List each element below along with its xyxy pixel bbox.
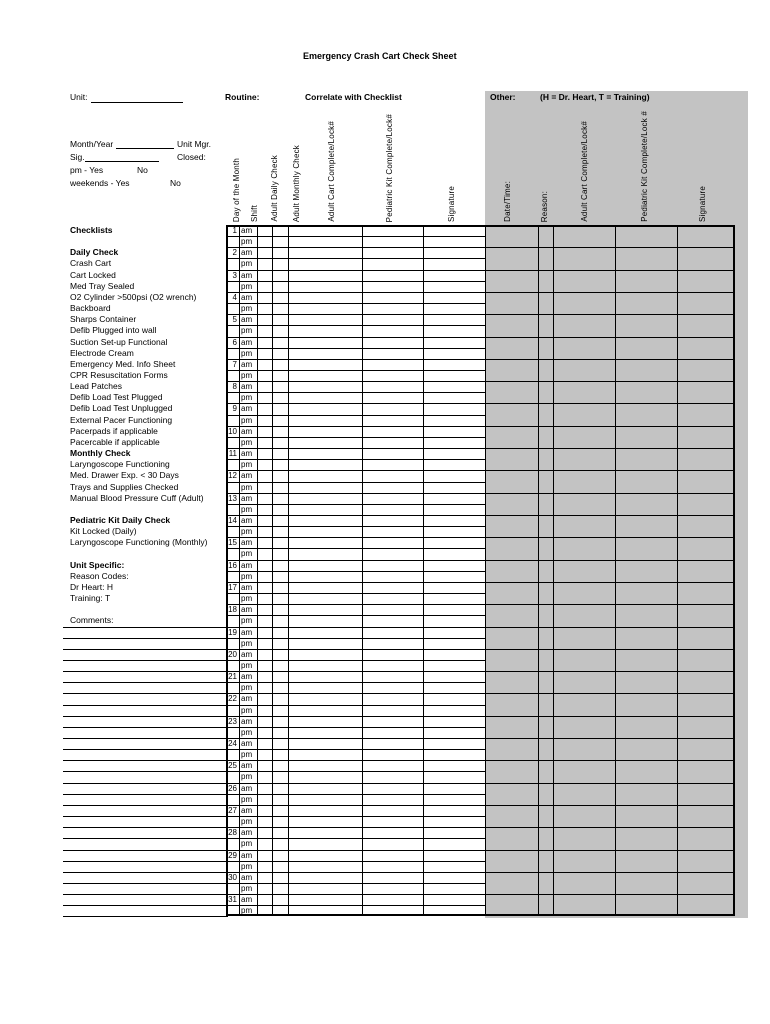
grid-line [226,727,485,728]
column-header-day-of-the-month: Day of the Month [232,157,241,222]
grid-line [226,783,485,784]
grid-line [226,526,485,527]
shift-cell: am [241,337,253,347]
grid-line [485,649,735,650]
column-header-adult-monthly-check: Adult Monthly Check [292,144,301,222]
grid-line [226,883,485,884]
checklist-item-backboard: Backboard [70,303,111,314]
shift-cell: am [241,582,253,592]
day-cell: 15 [228,538,237,548]
grid-line [423,225,424,916]
grid-line [226,671,485,672]
grid-line [226,560,485,561]
checklist-item-crash-cart: Crash Cart [70,258,112,269]
grid-line [485,314,735,315]
day-cell: 5 [232,315,237,325]
checklist-item-lead-patches: Lead Patches [70,381,122,392]
unit-label: Unit: [70,92,88,102]
shift-cell: am [241,315,253,325]
shift-cell: pm [241,549,253,559]
other-column-header-pediatric-kit-complete-lock: Pediatric Kit Complete/Lock # [640,111,649,222]
shift-cell: am [241,694,253,704]
grid-line [226,914,735,916]
checklist-item-daily-check: Daily Check [70,247,119,258]
shift-cell: am [241,783,253,793]
grid-line [485,627,735,628]
day-cell: 25 [228,761,237,771]
checklist-item-pacerpads-if-applicable: Pacerpads if applicable [70,425,158,436]
grid-line [226,794,485,795]
checklist-item-trays-and-supplies-checked: Trays and Supplies Checked [70,481,179,492]
shift-cell: pm [241,638,253,648]
grid-line [226,258,485,259]
grid-line [485,292,735,293]
checklist [70,225,230,925]
other-column-header-date-time: Date/Time: [503,181,512,222]
day-cell: 7 [232,359,237,369]
unit-mgr-label: Unit Mgr. [177,139,212,149]
grid-line [272,225,273,916]
weekends-no-label: No [170,178,181,188]
grid-line [485,738,735,739]
day-cell: 2 [232,248,237,258]
column-header-shift: Shift [250,204,259,222]
shift-cell: am [241,672,253,682]
grid-line [485,359,735,360]
grid-line [226,504,485,505]
page-title: Emergency Crash Cart Check Sheet [303,51,457,61]
grid-line [226,682,485,683]
checklist-item-reason-codes: Reason Codes: [70,570,129,581]
shift-cell: pm [241,393,253,403]
routine-label: Routine: [225,92,260,102]
shift-cell: am [241,538,253,548]
pm-no-label: No [137,165,148,175]
grid-line [485,827,735,828]
checklist-item-med-tray-sealed: Med Tray Sealed [70,280,135,291]
column-headers [0,96,770,222]
grid-line [485,693,735,694]
grid-line [239,225,240,916]
grid-line [226,816,485,817]
shift-cell: am [241,471,253,481]
shift-cell: am [241,716,253,726]
shift-cell: am [241,627,253,637]
shift-cell: pm [241,817,253,827]
shift-cell: am [241,449,253,459]
day-cell: 31 [228,895,237,905]
grid-line [677,225,678,916]
grid-line [485,850,735,851]
day-cell: 8 [232,382,237,392]
grid-line [226,850,485,851]
shift-cell: am [241,248,253,258]
grid-line [226,582,485,583]
grid-line [226,493,485,494]
grid-line [226,905,485,906]
other-label: Other: [490,92,516,102]
grid-line [485,493,735,494]
grid-line [485,403,735,404]
checklist-item-laryngoscope-functioning-monthly: Laryngoscope Functioning (Monthly) [70,537,208,548]
checklist-item-electrode-cream: Electrode Cream [70,347,134,358]
grid-line [257,225,258,916]
checklist-item-emergency-med-info-sheet: Emergency Med. Info Sheet [70,358,176,369]
day-cell: 28 [228,828,237,838]
shift-cell: pm [241,348,253,358]
grid-line [226,872,485,873]
checklist-item-laryngoscope-functioning: Laryngoscope Functioning [70,459,170,470]
shift-cell: pm [241,571,253,581]
grid-line [226,292,485,293]
checklist-item-training-t: Training: T [70,593,111,604]
shift-cell: am [241,560,253,570]
grid-line [226,716,485,717]
shift-cell: am [241,426,253,436]
shift-cell: am [241,649,253,659]
grid-line [226,225,735,227]
shift-cell: pm [241,594,253,604]
shift-cell: am [241,226,253,235]
day-cell: 26 [228,783,237,793]
day-cell: 19 [228,627,237,637]
grid-line [226,370,485,371]
grid-line [226,348,485,349]
column-header-adult-cart-complete-lock: Adult Cart Complete/Lock# [327,121,336,222]
grid-line [485,894,735,895]
grid-line [288,225,289,916]
correlate-label: Correlate with Checklist [305,92,402,102]
grid-line [226,838,485,839]
checklist-item-med-drawer-exp-30-days: Med. Drawer Exp. < 30 Days [70,470,179,481]
shift-cell: am [241,805,253,815]
shift-cell: am [241,270,253,280]
grid-line [226,604,485,605]
sig-label: Sig. [70,152,85,162]
shift-cell: pm [241,304,253,314]
grid-line [226,827,485,828]
grid-line [226,693,485,694]
column-header-adult-daily-check: Adult Daily Check [270,155,279,222]
grid-line [226,638,485,639]
grid-line [226,314,485,315]
day-cell: 3 [232,270,237,280]
shift-cell: pm [241,259,253,269]
column-header-pediatric-kit-complete-lock: Pediatric Kit Complete/Lock# [385,113,394,222]
grid-line [485,783,735,784]
grid-line [226,470,485,471]
grid-line [485,381,735,382]
month-year-label: Month/Year [70,139,114,149]
grid-line [485,426,735,427]
checklist-item-kit-locked-daily: Kit Locked (Daily) [70,526,137,537]
shift-cell: pm [241,772,253,782]
shift-cell: am [241,761,253,771]
day-cell: 17 [228,582,237,592]
day-cell: 27 [228,805,237,815]
checklist-item-defib-load-test-unplugged: Defib Load Test Unplugged [70,403,173,414]
shift-cell: pm [241,326,253,336]
grid-line [485,760,735,761]
shift-cell: pm [241,884,253,894]
day-cell: 14 [228,515,237,525]
grid-line [485,582,735,583]
shift-cell: pm [241,504,253,514]
shift-cell: pm [241,415,253,425]
shift-cell: am [241,404,253,414]
weekends-yes-label: weekends - Yes [70,178,130,188]
grid-line [226,325,485,326]
grid-line [226,771,485,772]
grid-line [226,705,485,706]
shift-cell: pm [241,616,253,626]
grid-line [226,415,485,416]
grid-line [226,426,485,427]
checklist-item-cart-locked: Cart Locked [70,269,116,280]
day-cell: 24 [228,739,237,749]
grid-line [226,660,485,661]
shift-cell: am [241,872,253,882]
shift-cell: pm [241,460,253,470]
grid-line [226,593,485,594]
grid-line [226,738,485,739]
day-cell: 16 [228,560,237,570]
grid-line [615,225,616,916]
day-cell: 13 [228,493,237,503]
grid-line [226,437,485,438]
checklist-item-suction-set-up-functional: Suction Set-up Functional [70,336,168,347]
grid-line [226,571,485,572]
day-cell: 12 [228,471,237,481]
shift-cell: pm [241,906,253,916]
grid-line [226,270,485,271]
check-table [226,225,737,919]
day-cell: 22 [228,694,237,704]
day-cell: 23 [228,716,237,726]
grid-line [226,749,485,750]
grid-line [485,470,735,471]
grid-line [553,225,554,916]
checklist-item-manual-blood-pressure-cuff-adult: Manual Blood Pressure Cuff (Adult) [70,492,204,503]
closed-label: Closed: [177,152,206,162]
grid-line [226,537,485,538]
grid-line [226,247,485,248]
shift-cell: pm [241,281,253,291]
grid-line [485,337,735,338]
checklist-item-pediatric-kit-daily-check: Pediatric Kit Daily Check [70,514,171,525]
shift-cell: am [241,382,253,392]
column-header-signature: Signature [447,185,456,222]
grid-line [226,649,485,650]
grid-line [226,760,485,761]
grid-line [485,537,735,538]
grid-line [226,403,485,404]
grid-line [226,861,485,862]
shift-cell: pm [241,437,253,447]
day-cell: 29 [228,850,237,860]
day-cell: 21 [228,672,237,682]
grid-line [485,515,735,516]
checklist-item-unit-specific: Unit Specific: [70,559,125,570]
checklist-item-checklists: Checklists [70,225,113,235]
checklist-item-defib-plugged-into-wall: Defib Plugged into wall [70,325,157,336]
grid-line [733,225,735,916]
grid-line [362,225,363,916]
grid-line [226,392,485,393]
shift-cell: pm [241,794,253,804]
shift-cell: pm [241,370,253,380]
shift-cell: am [241,493,253,503]
shift-cell: pm [241,482,253,492]
checklist-item-external-pacer-functioning: External Pacer Functioning [70,414,173,425]
other-legend: (H = Dr. Heart, T = Training) [540,92,650,102]
shift-cell: am [241,359,253,369]
grid-line [485,247,735,248]
shift-cell: am [241,605,253,615]
grid-line [226,805,485,806]
grid-line [226,337,485,338]
grid-line [226,448,485,449]
day-cell: 11 [228,449,237,459]
day-cell: 1 [232,226,237,235]
grid-line [226,303,485,304]
grid-line [485,225,486,916]
checklist-item-monthly-check: Monthly Check [70,448,131,459]
checklist-item-sharps-container: Sharps Container [70,314,137,325]
grid-line [485,805,735,806]
checklist-item-o2-cylinder-500psi-o2-wrench: O2 Cylinder >500psi (O2 wrench) [70,291,197,302]
shift-cell: am [241,739,253,749]
other-column-header-reason: Reason: [540,190,549,222]
pm-yes-label: pm - Yes [70,165,104,175]
day-cell: 20 [228,649,237,659]
other-column-header-signature: Signature [698,185,707,222]
checklist-item-dr-heart-h: Dr Heart: H [70,581,113,592]
grid-line [226,627,485,628]
shift-cell: am [241,828,253,838]
grid-line [485,604,735,605]
shift-cell: am [241,895,253,905]
grid-line [226,236,485,237]
grid-line [226,615,485,616]
shift-cell: pm [241,750,253,760]
grid-line [538,225,539,916]
shift-cell: pm [241,683,253,693]
grid-line [226,459,485,460]
grid-line [226,359,485,360]
checklist-item-pacercable-if-applicable: Pacercable if applicable [70,436,160,447]
checklist-item-comments: Comments: [70,615,114,626]
day-cell: 10 [228,426,237,436]
grid-line [226,894,485,895]
checklist-item-defib-load-test-plugged: Defib Load Test Plugged [70,392,163,403]
shift-cell: am [241,850,253,860]
shift-cell: pm [241,237,253,247]
grid-line [226,381,485,382]
grid-line [485,560,735,561]
grid-line [485,671,735,672]
grid-line [226,482,485,483]
checklist-item-cpr-resuscitation-forms: CPR Resuscitation Forms [70,369,168,380]
day-cell: 30 [228,872,237,882]
grid-line [485,448,735,449]
grid-line [485,716,735,717]
shift-cell: am [241,515,253,525]
shift-cell: pm [241,861,253,871]
shift-cell: pm [241,727,253,737]
day-cell: 18 [228,605,237,615]
shift-cell: pm [241,660,253,670]
shift-cell: pm [241,839,253,849]
shift-cell: pm [241,527,253,537]
shift-cell: am [241,292,253,302]
day-cell: 4 [232,292,237,302]
other-column-header-adult-cart-complete-lock: Adult Cart Complete/Lock# [580,121,589,222]
grid-line [226,515,485,516]
day-cell: 9 [232,404,237,414]
grid-line [485,872,735,873]
grid-line [226,281,485,282]
grid-line [226,548,485,549]
grid-line [485,270,735,271]
shift-cell: pm [241,705,253,715]
day-cell: 6 [232,337,237,347]
